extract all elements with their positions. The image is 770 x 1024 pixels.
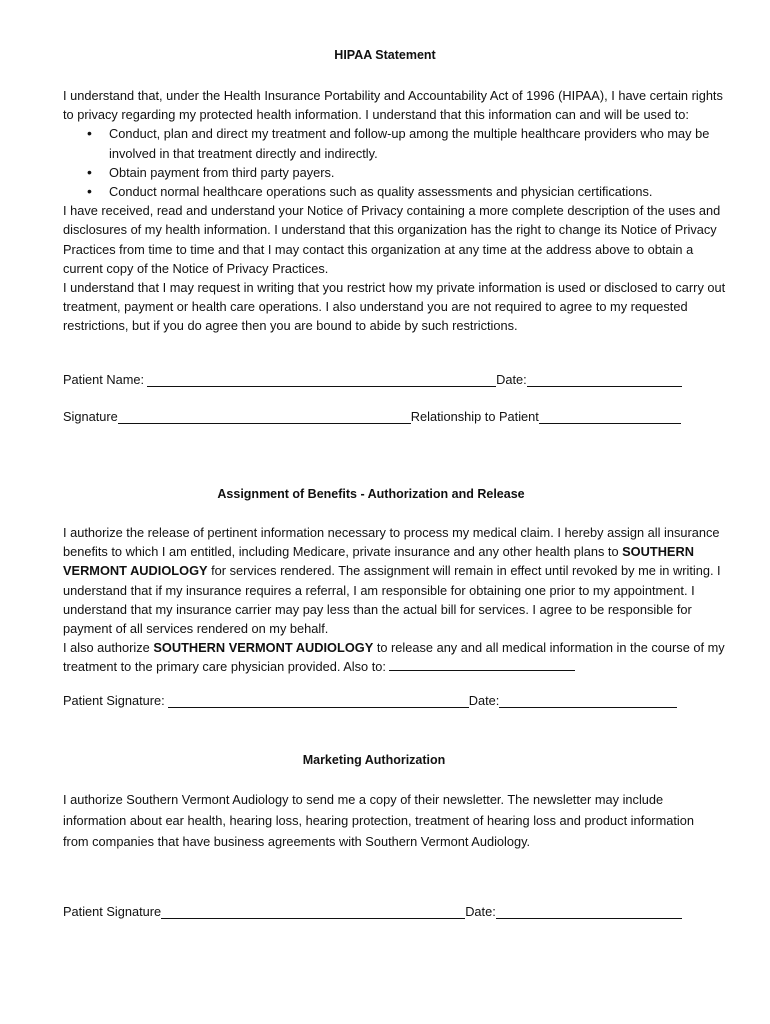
hipaa-uses-list: [63, 124, 728, 201]
relationship-field[interactable]: [539, 409, 681, 424]
assignment-body: [63, 523, 728, 677]
date-field[interactable]: [499, 693, 677, 708]
date-field[interactable]: [496, 904, 682, 919]
company-name: SOUTHERN VERMONT AUDIOLOGY: [153, 640, 374, 656]
assignment-title: Assignment of Benefits - Authorization and Release: [217, 487, 525, 501]
also-to-field[interactable]: [389, 658, 575, 671]
marketing-text: I authorize Southern Vermont Audiology to send me a copy of their newsletter. The newsletter may include information about ear health, hearing loss, hearing protection, treatment of hearing loss and product information from companies that have business agreements with Southern Vermont Audiology.: [63, 792, 694, 849]
list-item: • Obtain payment from third party payers.: [63, 163, 728, 182]
date-label: Date:: [496, 372, 527, 387]
company-name: SOUTHERN VERMONT AUDIOLOGY: [63, 544, 694, 579]
hipaa-notice-paragraph: I have received, read and understand your Notice of Privacy containing a more complete description of the uses and disclosures of my health information. I understand that this organization has the right to change its Notice of Privacy Practices from time to time and that I may contact this organization at any time at the address above to obtain a current copy of the Notice of Privacy Practices.: [63, 203, 721, 276]
patient-name-label: Patient Name:: [63, 372, 145, 387]
hipaa-title: HIPAA Statement: [334, 48, 436, 62]
patient-name-row: [63, 372, 682, 392]
assignment-paragraph-1: [63, 523, 728, 638]
patient-name-field[interactable]: [147, 372, 496, 387]
marketing-body: [63, 789, 723, 852]
signature-label: Signature: [63, 409, 118, 424]
date-label: Date:: [465, 904, 496, 919]
relationship-label: Relationship to Patient: [410, 409, 539, 424]
patient-signature-field[interactable]: [168, 693, 469, 708]
hipaa-restriction-paragraph: I understand that I may request in writing that you restrict how my private information is used or disclosed to carry out treatment, payment or health care operations. I also understand you are not required to agree to my requested restrictions, but if you do agree then you are bound to abide by such restrictions.: [63, 280, 726, 334]
patient-signature-label: Patient Signature:: [63, 693, 165, 708]
assignment-text: I also authorize: [63, 640, 154, 656]
hipaa-intro: I understand that, under the Health Insurance Portability and Accountability Act of 1996 (HIPAA), I have certain rights to privacy regarding my protected health information. I understand that this information can and will be used to:: [63, 88, 723, 123]
list-item: • Conduct normal healthcare operations such as quality assessments and physician certifications.: [63, 182, 728, 201]
date-field[interactable]: [527, 372, 682, 387]
list-item: • Conduct, plan and direct my treatment and follow-up among the multiple healthcare providers who may be involved in that treatment directly and indirectly.: [63, 124, 728, 162]
patient-signature-field[interactable]: [161, 904, 465, 919]
signature-field[interactable]: [118, 409, 411, 424]
marketing-signature-row: [63, 904, 682, 924]
marketing-title: Marketing Authorization: [302, 753, 446, 767]
hipaa-body: [63, 86, 728, 336]
assignment-paragraph-2: [63, 638, 728, 676]
date-label: Date:: [468, 693, 500, 708]
assignment-signature-row: [63, 693, 677, 713]
assignment-text: for services rendered. The assignment will remain in effect until revoked by me in writing. I understand that if my insurance requires a referral, I am responsible for obtaining one prior to my appointment. I understand that my insurance carrier may pay less than the actual bill for services. I agree to be responsible for payment of all services rendered on my behalf.: [63, 563, 721, 637]
assignment-text: I authorize the release of pertinent information necessary to process my medical claim. I hereby assign all insurance benefits to which I am entitled, including Medicare, private insurance and any other health plans to: [63, 525, 720, 560]
assignment-text: to release any and all medical information in the course of my treatment to the primary care physician provided. Also to:: [63, 640, 725, 675]
signature-row: [63, 409, 681, 429]
patient-signature-label: Patient Signature: [63, 904, 162, 919]
